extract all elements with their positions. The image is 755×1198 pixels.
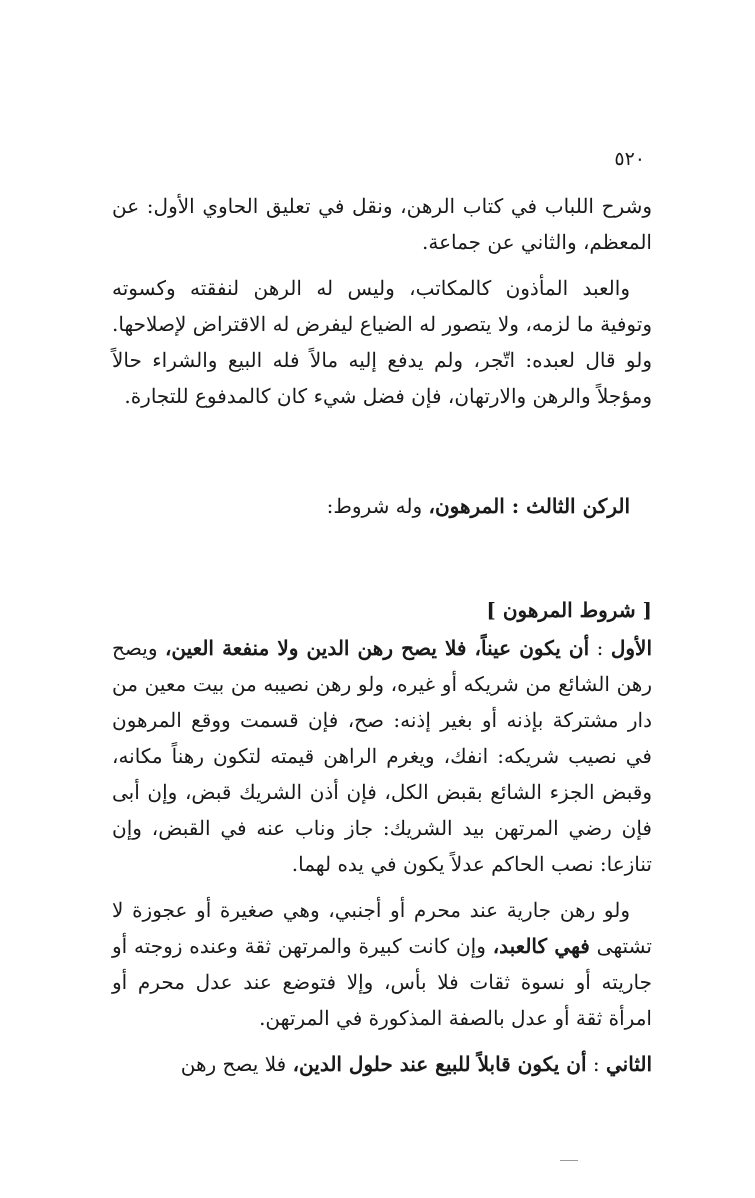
paragraph-3-body: ويصح رهن الشائع من شريكه أو غيره، ولو رهن نصيبه من بيت معين من دار مشتركة بإذنه أو بغير إذنه: صح، فإن قسمت ووقع المرهون في نصيب شريكه: انفك، ويغرم الراهن قيمته لتكون رهناً مكانه، وقبض الجزء الشائع بقبض الكل، فإن أذن الشريك قبض، وإن أبى فإن رضي المرتهن بيد الشريك: جاز وناب عنه في القبض، وإن تنازعا: نصب الحاكم عدلاً يكون في يده لهما. bbox=[112, 636, 652, 876]
paragraph-4-rest: وإن كانت كبيرة والمرتهن ثقة وعنده زوجته أو جاريته أو نسوة ثقات فلا بأس، وإلا فتوضع عند عدل محرم أو امرأة ثقة أو عدل بالصفة المذكورة في المرتهن. bbox=[112, 934, 652, 1030]
section-heading-title: الركن الثالث : المرهون، bbox=[428, 494, 630, 518]
paragraph-3-sep: : bbox=[589, 636, 611, 660]
paragraph-3-bold: أن يكون عيناً، فلا يصح رهن الدين ولا منفعة العين، bbox=[164, 636, 590, 660]
section-heading-rest: وله شروط: bbox=[326, 494, 429, 518]
paragraph-2: والعبد المأذون كالمكاتب، وليس له الرهن لنفقته وكسوته وتوفية ما لزمه، ولا يتصور له الضياع ليفرض له الاقتراض لإصلاحها. ولو قال لعبده: اتّجر، ولم يدفع إليه مالاً فله البيع والشراء حالاً ومؤجلاً والرهن والارتهان، فإن فضل شيء كان كالمدفوع للتجارة. bbox=[112, 276, 652, 408]
paragraph-5 bbox=[112, 1046, 652, 1082]
paragraph-5-lead: الثاني bbox=[605, 1052, 652, 1076]
paragraph-3-lead: الأول bbox=[610, 636, 653, 660]
body-text bbox=[112, 188, 652, 1092]
paragraph-5-bold: أن يكون قابلاً للبيع عند حلول الدين، bbox=[292, 1052, 587, 1076]
paragraph-3 bbox=[112, 630, 652, 882]
page-number: ٥٢٠ bbox=[614, 148, 645, 170]
subsection-title: [ شروط المرهون ] bbox=[486, 598, 652, 622]
footer-mark bbox=[560, 1160, 578, 1161]
paragraph-5-body: فلا يصح رهن bbox=[180, 1052, 293, 1076]
paragraph-1: وشرح اللباب في كتاب الرهن، ونقل في تعليق الحاوي الأول: عن المعظم، والثاني عن جماعة. bbox=[112, 194, 652, 254]
paragraph-4 bbox=[112, 892, 652, 1036]
section-heading bbox=[112, 488, 652, 524]
paragraph-5-sep: : bbox=[586, 1052, 606, 1076]
paragraph-4-bold: فهي كالعبد، bbox=[492, 934, 590, 958]
paragraph-4-plain: ولو رهن جارية عند محرم أو أجنبي، وهي صغيرة أو عجوزة لا تشتهى bbox=[112, 898, 652, 958]
